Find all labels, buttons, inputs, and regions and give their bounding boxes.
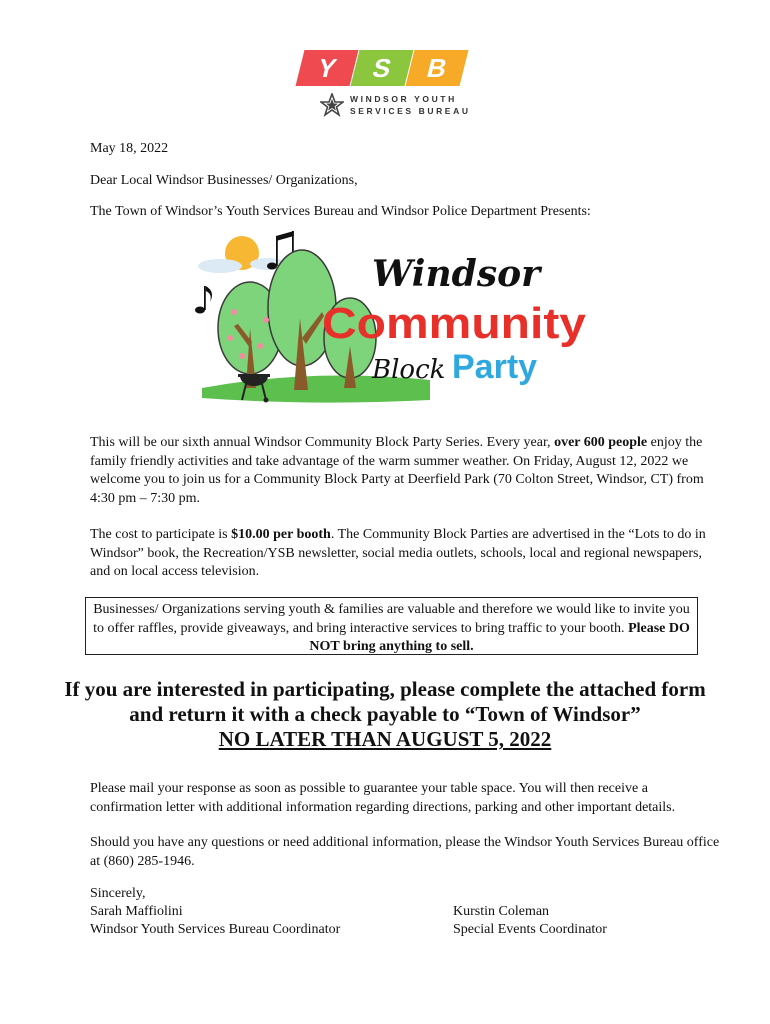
- paragraph-mail-response: Please mail your response as soon as possible to guarantee your table space. You will then receive a confirmation letter with additional information regarding directions, parking and other important details.: [90, 781, 676, 815]
- banner-word-party: Party: [452, 348, 538, 386]
- paragraph-contact: Should you have any questions or need additional information, please the Windsor Youth Services Bureau office at (860) 285-1946.: [90, 835, 720, 869]
- paragraph-event-details: [90, 434, 720, 508]
- p2-booth-cost: $10.00 per booth: [231, 527, 331, 542]
- invitation-box: [85, 597, 698, 655]
- p1-text-a: This will be our sixth annual Windsor Community Block Party Series. Every year,: [90, 435, 555, 450]
- logo-text-line2: SERVICES BUREAU: [350, 106, 471, 116]
- signer-left-title: Windsor Youth Services Bureau Coordinator: [90, 922, 341, 937]
- banner-word-community: Community: [322, 299, 587, 348]
- p1-text-c: enjoy the family friendly activities and take advantage of the warm summer weather. On Friday, August 12, 2022 we welcome you to join us for a Community Block Party at Deerfield Park (70 Colton Street, Windsor, CT) from 4:30 pm – 7:30 pm.: [90, 435, 704, 506]
- ysb-logo: [300, 50, 470, 120]
- logo-letter-b: B: [406, 50, 469, 86]
- signer-right-name: Kurstin Coleman: [453, 904, 550, 919]
- cta-line-2: and return it with a check payable to “Town of Windsor”: [129, 702, 641, 726]
- block-party-banner: [190, 228, 590, 408]
- box-no-selling-note: Please DO NOT bring anything to sell.: [309, 620, 690, 654]
- cta-deadline: NO LATER THAN AUGUST 5, 2022: [218, 727, 552, 751]
- closing: Sincerely,: [90, 886, 146, 901]
- salutation: Dear Local Windsor Businesses/ Organizations,: [90, 173, 358, 188]
- logo-letter-y: Y: [296, 50, 359, 86]
- logo-letter-s: S: [351, 50, 414, 86]
- star-icon: [320, 93, 344, 117]
- paragraph-cost: [90, 526, 720, 582]
- p1-attendance: over 600 people: [554, 435, 648, 450]
- box-text-a: Businesses/ Organizations serving youth & families are valuable and therefore we would like to invite you to offer raffles, provide giveaways, and bring interactive services to bring traffic to your booth.: [93, 602, 690, 636]
- intro-line: The Town of Windsor’s Youth Services Bureau and Windsor Police Department Presents:: [90, 204, 591, 219]
- cta-line-1: If you are interested in participating, please complete the attached form: [64, 677, 706, 701]
- signer-left-name: Sarah Maffiolini: [90, 904, 183, 919]
- logo-letters: [300, 50, 470, 86]
- signer-right-title: Special Events Coordinator: [453, 922, 607, 937]
- p2-text-a: The cost to participate is: [90, 527, 232, 542]
- logo-text-line1: WINDSOR YOUTH: [350, 94, 457, 104]
- p2-text-c: . The Community Block Parties are advertised in the “Lots to do in Windsor” book, the Recreation/YSB newsletter, social media outlets, schools, local and regional newspapers, and on local access television.: [90, 527, 706, 579]
- letter-date: May 18, 2022: [90, 141, 169, 156]
- banner-word-block: Block: [372, 355, 446, 385]
- banner-word-windsor: Windsor: [372, 253, 541, 295]
